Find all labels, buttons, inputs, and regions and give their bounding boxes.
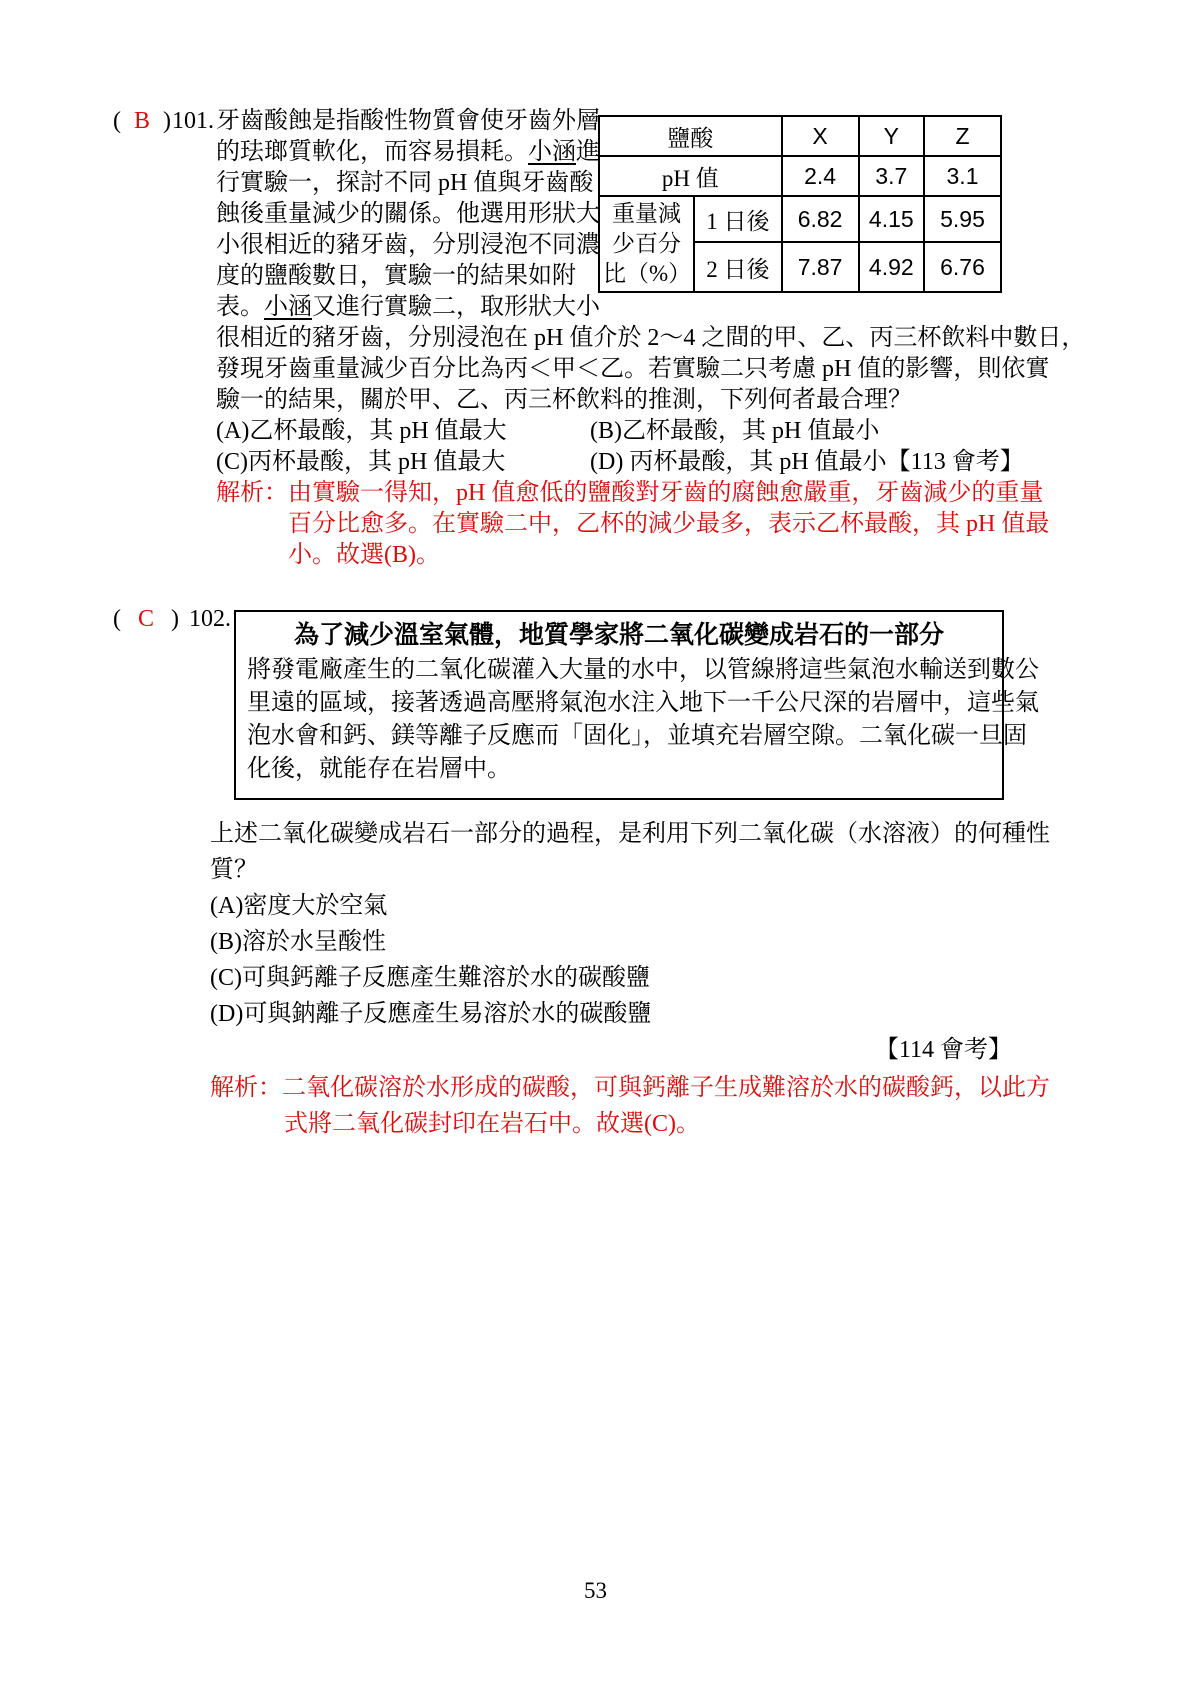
answer-prefix-102 <box>113 604 231 635</box>
cell-col-z: Z <box>924 116 1001 156</box>
text-line: 驗一的結果，關於甲、乙、丙三杯飲料的推測，下列何者最合理？ <box>216 387 912 413</box>
text-segment: 表。 <box>216 294 264 320</box>
exam-source-tag-113: 【113 會考】 <box>886 449 1024 475</box>
underlined-name: 小涵 <box>264 294 312 320</box>
analysis-label: 解析： <box>210 1075 282 1101</box>
analysis-line: 式將二氧化碳封印在岩石中。故選(C)。 <box>284 1111 700 1137</box>
cell-day1-x: 6.82 <box>782 196 859 242</box>
question-101-options <box>216 416 1035 478</box>
analysis-line: 小。故選(B)。 <box>288 542 440 568</box>
paren-close: ) <box>163 108 172 134</box>
analysis-102 <box>210 1070 1050 1142</box>
text-segment: 牙齒酸蝕是指酸性物質會使牙齒外層 <box>216 108 600 134</box>
cell-day1-y: 4.15 <box>859 196 924 242</box>
cell-day2-label: 2 日後 <box>694 242 782 292</box>
cell-day2-z: 6.76 <box>924 242 1001 292</box>
text-line: 上述二氧化碳變成岩石一部分的過程，是利用下列二氧化碳（水溶液）的何種性 <box>210 821 1050 847</box>
text-line <box>216 168 598 199</box>
paren-open: ( <box>113 108 121 134</box>
weight-label-line: 重量減 <box>612 201 682 226</box>
text-segment: 度的鹽酸數日，實驗一的結果如附 <box>216 263 576 289</box>
cell-day1-label: 1 日後 <box>694 196 782 242</box>
analysis-line <box>210 1070 1050 1106</box>
analysis-text: 由實驗一得知，pH 值愈低的鹽酸對牙齒的腐蝕愈嚴重，牙齒減少的重量 <box>288 480 1044 506</box>
analysis-line <box>216 478 1044 509</box>
exam-source-tag-114: 【114 會考】 <box>874 1037 1012 1063</box>
passage-box <box>234 610 1039 800</box>
passage-line: 里遠的區域，接著透過高壓將氣泡水注入地下一千公尺深的岩層中，這些氣 <box>247 690 1039 716</box>
analysis-label: 解析： <box>216 480 288 506</box>
experiment-result-table <box>598 115 1002 293</box>
question-number-101: 101. <box>172 108 215 134</box>
text-segment: 又進行實驗二，取形狀大小 <box>312 294 600 320</box>
text-segment: 進 <box>576 139 600 165</box>
option-c: (C)丙杯最酸，其 pH 值最大 <box>216 449 506 475</box>
option-d-with-tag <box>590 447 1035 478</box>
option-row <box>216 447 1035 478</box>
option-b: (B)乙杯最酸，其 pH 值最小 <box>590 418 880 444</box>
text-segment: 小很相近的豬牙齒，分別浸泡不同濃 <box>216 232 600 258</box>
text-segment: 蝕後重量減少的關係。他選用形狀大 <box>216 201 600 227</box>
table-row-ph <box>599 156 1001 196</box>
experiment-table-wrap <box>598 106 1002 323</box>
cell-ph-z: 3.1 <box>924 156 1001 196</box>
option-row <box>216 416 1035 447</box>
question-102-text <box>210 816 1050 888</box>
text-line: 發現牙齒重量減少百分比為丙＜甲＜乙。若實驗二只考慮 pH 值的影響，則依實 <box>216 356 1050 382</box>
cell-col-x: X <box>782 116 859 156</box>
answer-prefix-101 <box>113 106 214 137</box>
question-101-head <box>216 106 1035 323</box>
page-number: 53 <box>584 1578 607 1603</box>
passage-line: 將發電廠產生的二氧化碳灌入大量的水中，以管線將這些氣泡水輸送到數公 <box>247 657 1039 683</box>
paren-open: ( <box>113 606 121 632</box>
option-c: (C)可與鈣離子反應產生難溶於水的碳酸鹽 <box>210 965 650 991</box>
text-segment: 的珐瑯質軟化，而容易損耗。 <box>216 139 528 165</box>
cell-day1-z: 5.95 <box>924 196 1001 242</box>
question-102-options <box>210 888 1035 1032</box>
analysis-line: 百分比愈多。在實驗二中，乙杯的減少最多，表示乙杯最酸，其 pH 值最 <box>288 511 1050 537</box>
weight-label-line: 少百分 <box>612 231 682 256</box>
text-line <box>216 106 598 137</box>
answer-letter-102: C <box>138 606 155 632</box>
text-line <box>216 292 598 323</box>
text-line: 很相近的豬牙齒，分別浸泡在 pH 值介於 2～4 之間的甲、乙、丙三杯飲料中數日， <box>216 325 1086 351</box>
cell-col-y: Y <box>859 116 924 156</box>
text-line <box>216 230 598 261</box>
text-line: 質？ <box>210 857 258 883</box>
question-102 <box>113 604 1050 1142</box>
text-line <box>216 199 598 230</box>
question-number-102: 102. <box>189 606 232 632</box>
question-101-text-narrow <box>216 106 598 323</box>
cell-acid-label: 鹽酸 <box>599 116 782 156</box>
answer-letter-101: B <box>134 108 151 134</box>
passage-title: 為了減少溫室氣體，地質學家將二氧化碳變成岩石的一部分 <box>293 622 944 649</box>
cell-ph-y: 3.7 <box>859 156 924 196</box>
passage-line: 化後，就能存在岩層中。 <box>247 756 511 782</box>
text-segment: 行實驗一，探討不同 pH 值與牙齒酸 <box>216 170 594 196</box>
option-d: (D) 丙杯最酸，其 pH 值最小 <box>590 449 887 475</box>
question-101-text-full <box>216 323 1086 416</box>
cell-day2-x: 7.87 <box>782 242 859 292</box>
paren-close: ) <box>171 606 180 632</box>
underlined-name: 小涵 <box>528 139 576 165</box>
option-b: (B)溶於水呈酸性 <box>210 929 386 955</box>
table-row-header <box>599 116 1001 156</box>
option-a: (A)密度大於空氣 <box>210 893 388 919</box>
question-101 <box>113 106 1086 571</box>
cell-day2-y: 4.92 <box>859 242 924 292</box>
analysis-text: 二氧化碳溶於水形成的碳酸，可與鈣離子生成難溶於水的碳酸鈣，以此方 <box>282 1075 1050 1101</box>
table-row-day1 <box>599 196 1001 242</box>
option-d: (D)可與鈉離子反應產生易溶於水的碳酸鹽 <box>210 1001 652 1027</box>
analysis-101 <box>216 478 1050 571</box>
text-line <box>216 137 598 168</box>
weight-label-line: 比（%） <box>603 261 692 286</box>
cell-ph-label: pH 值 <box>599 156 782 196</box>
text-line <box>216 261 598 292</box>
option-a: (A)乙杯最酸，其 pH 值最大 <box>216 418 507 444</box>
cell-ph-x: 2.4 <box>782 156 859 196</box>
cell-weight-label <box>599 196 694 292</box>
passage-line: 泡水會和鈣、鎂等離子反應而「固化」，並填充岩層空隙。二氧化碳一旦固 <box>247 723 1027 749</box>
